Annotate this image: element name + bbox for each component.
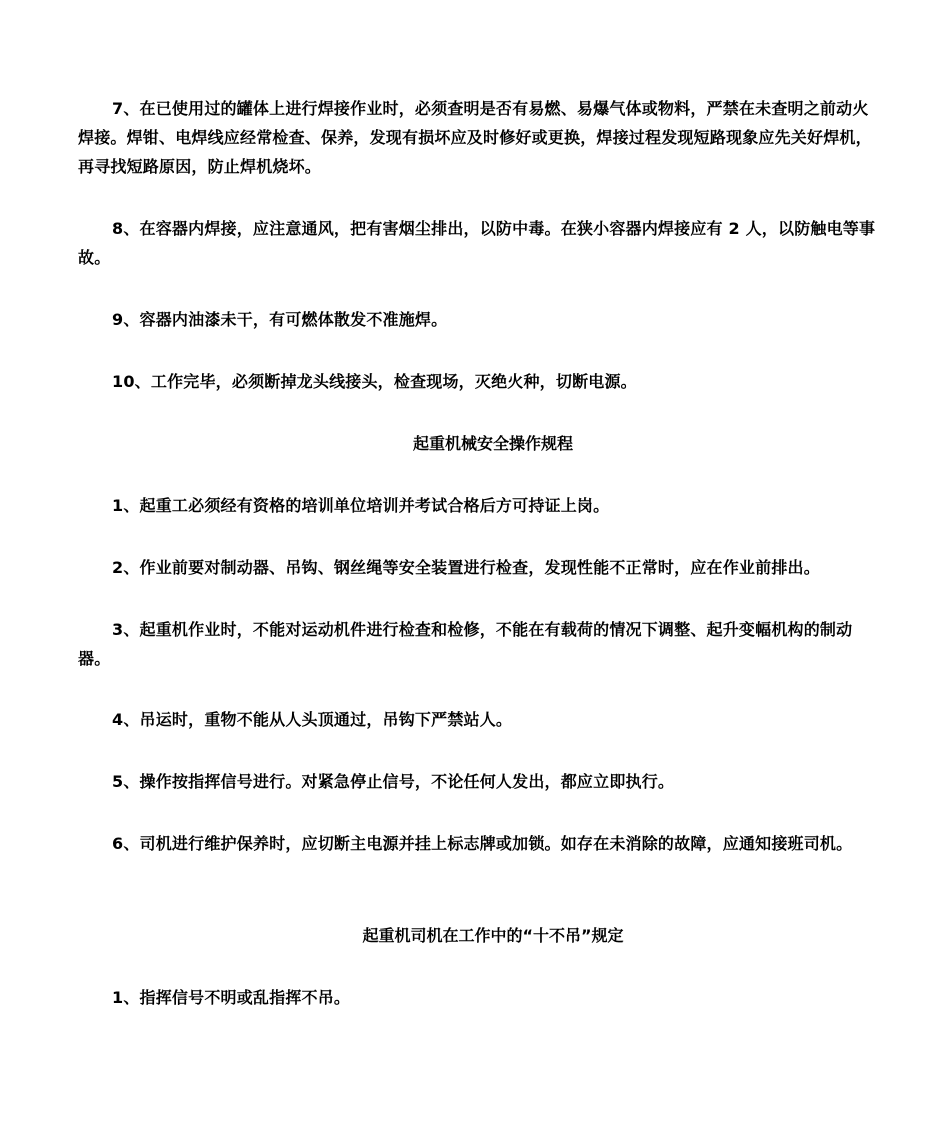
crane-rule-6: 6、司机进行维护保养时，应切断主电源并挂上标志牌或加锁。如存在未消除的故障，应通知接班司机。: [112, 834, 853, 853]
crane-rule-2: 2、作业前要对制动器、吊钩、钢丝绳等安全装置进行检查，发现性能不正常时，应在作业前排出。: [112, 558, 820, 577]
crane-rule-3: 3、起重机作业时，不能对运动机件进行检查和检修，不能在有载荷的情况下调整、起升变幅机构的制动器。: [78, 620, 853, 668]
welding-rule-9: 9、容器内油漆未干，有可燃体散发不准施焊。: [112, 310, 448, 329]
welding-rule-10: 10、工作完毕，必须断掉龙头线接头，检查现场，灭绝火种，切断电源。: [112, 372, 637, 391]
crane-rule-1: 1、起重工必须经有资格的培训单位培训并考试合格后方可持证上岗。: [112, 496, 610, 515]
ten-no-lift-rule-1: 1、指挥信号不明或乱指挥不吊。: [112, 988, 351, 1007]
welding-rule-8: 8、在容器内焊接，应注意通风，把有害烟尘排出，以防中毒。在狭小容器内焊接应有 2 人，以防触电等事故。: [78, 219, 876, 267]
welding-rule-7: 7、在已使用过的罐体上进行焊接作业时，必须查明是否有易燃、易爆气体或物料，严禁在未查明之前动火焊接。焊钳、电焊线应经常检查、保养，发现有损坏应及时修好或更换，焊接过程发现短路现象应先关好焊机，再寻找短路原因，防止焊机烧坏。: [78, 99, 872, 176]
crane-rule-5: 5、操作按指挥信号进行。对紧急停止信号，不论任何人发出，都应立即执行。: [112, 772, 675, 791]
ten-no-lift-section-title: 起重机司机在工作中的“十不吊”规定: [362, 926, 624, 945]
crane-rule-4: 4、吊运时，重物不能从人头顶通过，吊钩下严禁站人。: [112, 710, 513, 729]
crane-section-title: 起重机械安全操作规程: [412, 434, 573, 453]
